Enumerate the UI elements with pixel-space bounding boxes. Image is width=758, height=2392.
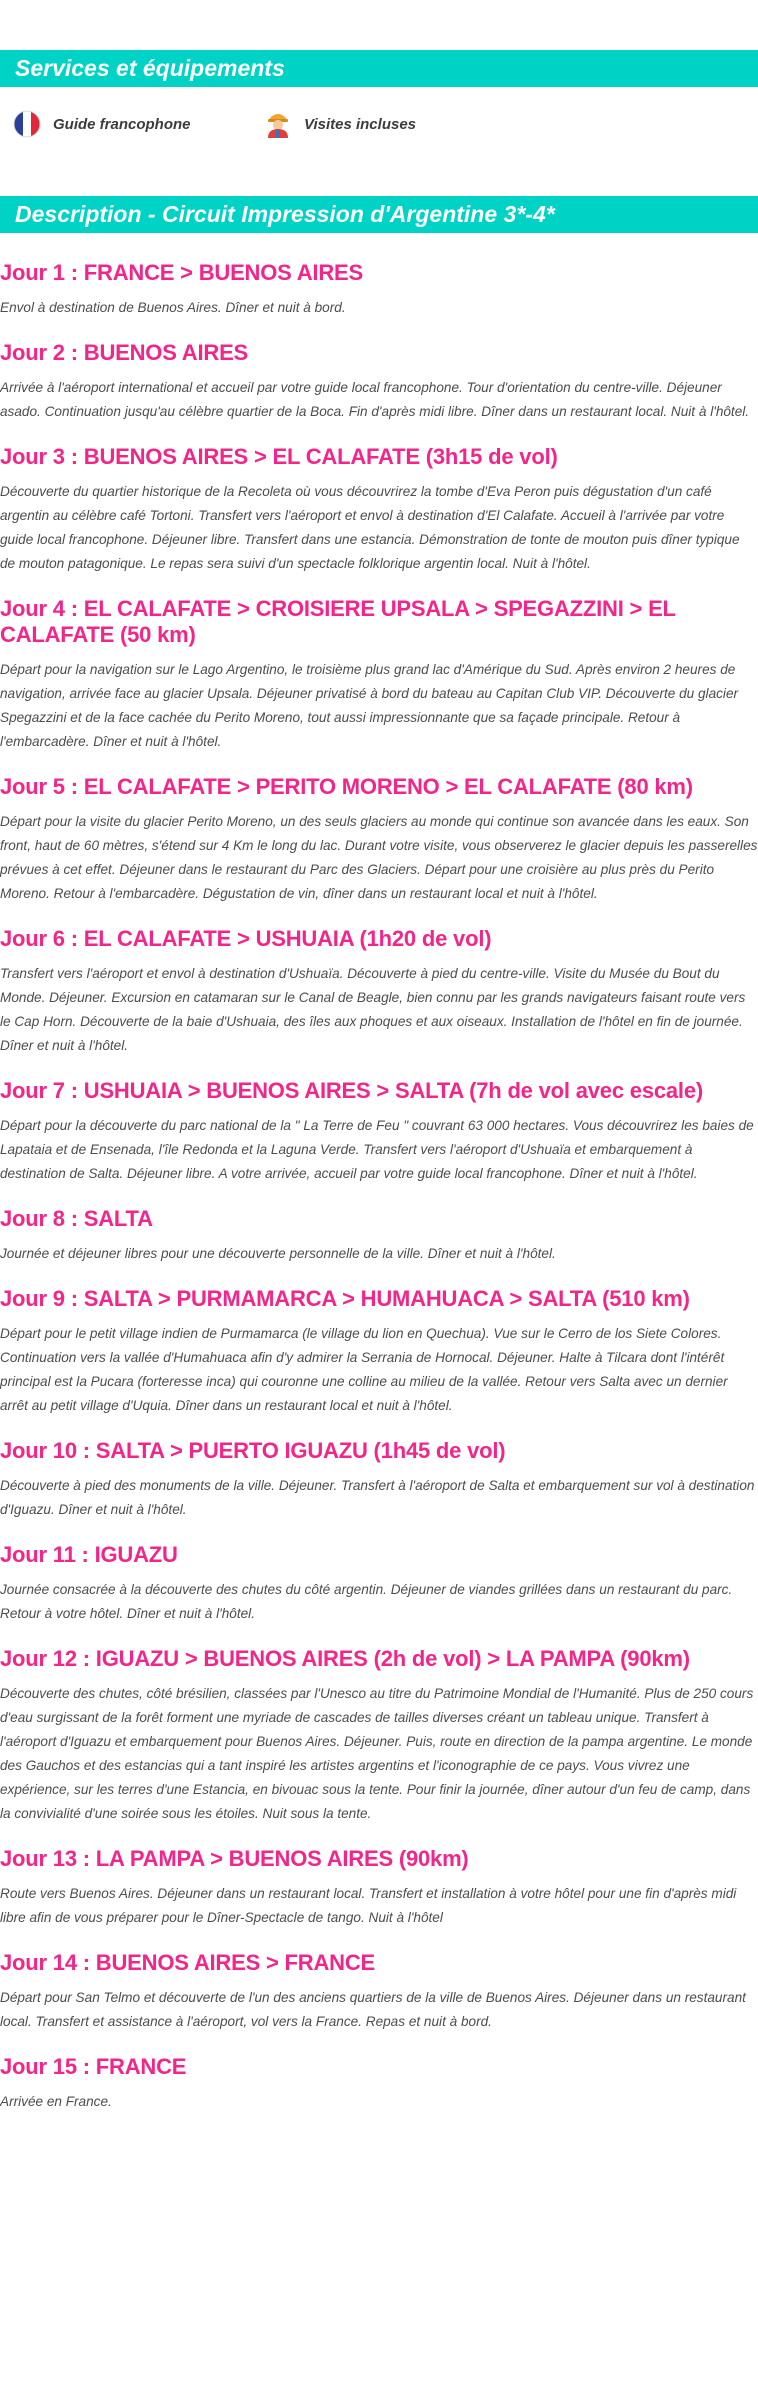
day-title: Jour 8 : SALTA	[0, 1206, 153, 1231]
day-text: Transfert vers l'aéroport et envol à destination d'Ushuaïa. Découverte à pied du centre-ville. Visite du Musée du Bout du Monde. Déjeuner. Excursion en catamaran sur le Canal de Beagle, bien connu par les grands navigateurs faisant route vers le Cap Horn. Découverte de la baie d'Ushuaia, des îles aux phoques et aux oiseaux. Installation de l'hôtel en fin de journée. Dîner et nuit à l'hôtel.	[0, 966, 746, 1053]
day-15	[0, 2054, 758, 2114]
day-text: Journée consacrée à la découverte des chutes du côté argentin. Déjeuner de viandes grillées dans un restaurant du parc. Retour à votre hôtel. Dîner et nuit à l'hôtel.	[0, 1582, 733, 1621]
day-text: Envol à destination de Buenos Aires. Dîner et nuit à bord.	[0, 300, 346, 315]
day-title: Jour 3 : BUENOS AIRES > EL CALAFATE (3h15 de vol)	[0, 444, 558, 469]
day-title: Jour 5 : EL CALAFATE > PERITO MORENO > EL CALAFATE (80 km)	[0, 774, 693, 799]
day-6	[0, 926, 758, 1058]
service-label-guide: Guide francophone	[53, 115, 191, 133]
day-text: Arrivée à l'aéroport international et accueil par votre guide local francophone. Tour d'orientation du centre-ville. Déjeuner asado. Continuation jusqu'au célèbre quartier de la Boca. Fin d'après midi libre. Dîner dans un restaurant local. Nuit à l'hôtel.	[0, 380, 750, 419]
day-text: Départ pour la découverte du parc national de la " La Terre de Feu " couvrant 63 000 hectares. Vous découvrirez les baies de Lapataia et de Ensenada, l'île Redonda et la Laguna Verde. Transfert vers l'aéroport d'Ushuaïa et embarquement à destination de Salta. Déjeuner libre. A votre arrivée, accueil par votre guide local francophone. Dîner et nuit à l'hôtel.	[0, 1118, 754, 1181]
day-title: Jour 15 : FRANCE	[0, 2054, 187, 2079]
day-text: Départ pour la navigation sur le Lago Argentino, le troisième plus grand lac d'Amérique du Sud. Après environ 2 heures de navigation, arrivée face au glacier Upsala. Déjeuner privatisé à bord du bateau au Capitan Club VIP. Découverte du glacier Spegazzini et de la face cachée du Perito Moreno, tout aussi impressionnante que sa façade principale. Retour à l'embarcadère. Dîner et nuit à l'hôtel.	[0, 662, 739, 749]
day-text: Arrivée en France.	[0, 2094, 112, 2109]
day-text: Journée et déjeuner libres pour une découverte personnelle de la ville. Dîner et nuit à l'hôtel.	[0, 1246, 556, 1261]
day-14	[0, 1950, 758, 2034]
service-item-guide	[13, 108, 191, 140]
day-text: Découverte à pied des monuments de la ville. Déjeuner. Transfert à l'aéroport de Salta et embarquement sur vol à destination d'Iguazu. Dîner et nuit à l'hôtel.	[0, 1478, 755, 1517]
service-item-visits	[264, 108, 416, 140]
day-title: Jour 11 : IGUAZU	[0, 1542, 178, 1567]
day-2	[0, 340, 758, 424]
day-text: Départ pour le petit village indien de Purmamarca (le village du lion en Quechua). Vue sur le Cerro de los Siete Colores. Continuation vers la vallée d'Humahuaca afin d'y admirer la Serrania de Hornocal. Déjeuner. Halte à Tilcara dont l'intérêt principal est la Pucara (forteresse inca) qui couronne une colline au milieu de la vallée. Retour vers Salta avec un dernier arrêt au petit village d'Uquia. Dîner dans un restaurant local et nuit à l'hôtel.	[0, 1326, 728, 1413]
french-flag-icon	[13, 110, 41, 138]
day-4	[0, 596, 758, 754]
day-text: Découverte du quartier historique de la Recoleta où vous découvrirez la tombe d'Eva Peron puis dégustation d'un café argentin au célèbre café Tortoni. Transfert vers l'aéroport et envol à destination d'El Calafate. Accueil à l'arrivée par votre guide local francophone. Déjeuner libre. Transfert dans une estancia. Démonstration de tonte de mouton puis dîner typique de mouton patagonique. Le repas sera suivi d'un spectacle folklorique argentin local. Nuit à l'hôtel.	[0, 484, 740, 571]
day-1	[0, 260, 758, 320]
day-title: Jour 10 : SALTA > PUERTO IGUAZU (1h45 de vol)	[0, 1438, 506, 1463]
day-title: Jour 2 : BUENOS AIRES	[0, 340, 249, 365]
day-title: Jour 12 : IGUAZU > BUENOS AIRES (2h de vol) > LA PAMPA (90km)	[0, 1646, 690, 1671]
day-title: Jour 9 : SALTA > PURMAMARCA > HUMAHUACA > SALTA (510 km)	[0, 1286, 690, 1311]
services-title: Services et équipements	[15, 55, 285, 81]
day-13	[0, 1846, 758, 1930]
day-title: Jour 14 : BUENOS AIRES > FRANCE	[0, 1950, 375, 1975]
day-text: Découverte des chutes, côté brésilien, classées par l'Unesco au titre du Patrimoine Mondial de l'Humanité. Plus de 250 cours d'eau surgissant de la forêt forment une myriade de cascades de tailles diverses créant un tableau unique. Transfert à l'aéroport d'Iguazu et embarquement pour Buenos Aires. Déjeuner. Puis, route en direction de la pampa argentine. Le monde des Gauchos et des estancias qui a tant inspiré les artistes argentins et l'iconographie de ce pays. Vous vivrez une expérience, sur les terres d'une Estancia, en bivouac sous la tente. Pour finir la journée, dîner autour d'un feu de camp, dans la convivialité d'une soirée sous les étoiles. Nuit sous la tente.	[0, 1686, 754, 1821]
day-text: Départ pour San Telmo et découverte de l'un des anciens quartiers de la ville de Buenos Aires. Déjeuner dans un restaurant local. Transfert et assistance à l'aéroport, vol vers la France. Repas et nuit à bord.	[0, 1990, 746, 2029]
day-7	[0, 1078, 758, 1186]
day-9	[0, 1286, 758, 1418]
description-title: Description - Circuit Impression d'Argentine 3*-4*	[15, 201, 555, 227]
tour-guide-icon	[264, 110, 292, 138]
day-12	[0, 1646, 758, 1826]
service-label-visits: Visites incluses	[304, 115, 417, 133]
day-title: Jour 6 : EL CALAFATE > USHUAIA (1h20 de vol)	[0, 926, 492, 951]
day-title: Jour 13 : LA PAMPA > BUENOS AIRES (90km)	[0, 1846, 469, 1871]
day-title: Jour 1 : FRANCE > BUENOS AIRES	[0, 260, 363, 285]
description-section-header	[0, 196, 758, 233]
day-5	[0, 774, 758, 906]
day-text: Départ pour la visite du glacier Perito Moreno, un des seuls glaciers au monde qui continue son avancée dans les eaux. Son front, haut de 60 mètres, s'étend sur 4 Km le long du lac. Durant votre visite, vous observerez le glacier depuis les passerelles prévues à cet effet. Déjeuner dans le restaurant du Parc des Glaciers. Départ pour une croisière au plus près du Perito Moreno. Retour à l'embarcadère. Dégustation de vin, dîner dans un restaurant local et nuit à l'hôtel.	[0, 814, 758, 901]
itinerary	[0, 260, 758, 2134]
services-section-header	[0, 50, 758, 87]
day-title: Jour 7 : USHUAIA > BUENOS AIRES > SALTA (7h de vol avec escale)	[0, 1078, 704, 1103]
day-text: Route vers Buenos Aires. Déjeuner dans un restaurant local. Transfert et installation à votre hôtel pour une fin d'après midi libre afin de vous préparer pour le Dîner-Spectacle de tango. Nuit à l'hôtel	[0, 1886, 737, 1925]
day-title: Jour 4 : EL CALAFATE > CROISIERE UPSALA > SPEGAZZINI > EL CALAFATE (50 km)	[0, 596, 676, 647]
day-11	[0, 1542, 758, 1626]
day-8	[0, 1206, 758, 1266]
services-list	[13, 108, 743, 140]
day-10	[0, 1438, 758, 1522]
day-3	[0, 444, 758, 576]
